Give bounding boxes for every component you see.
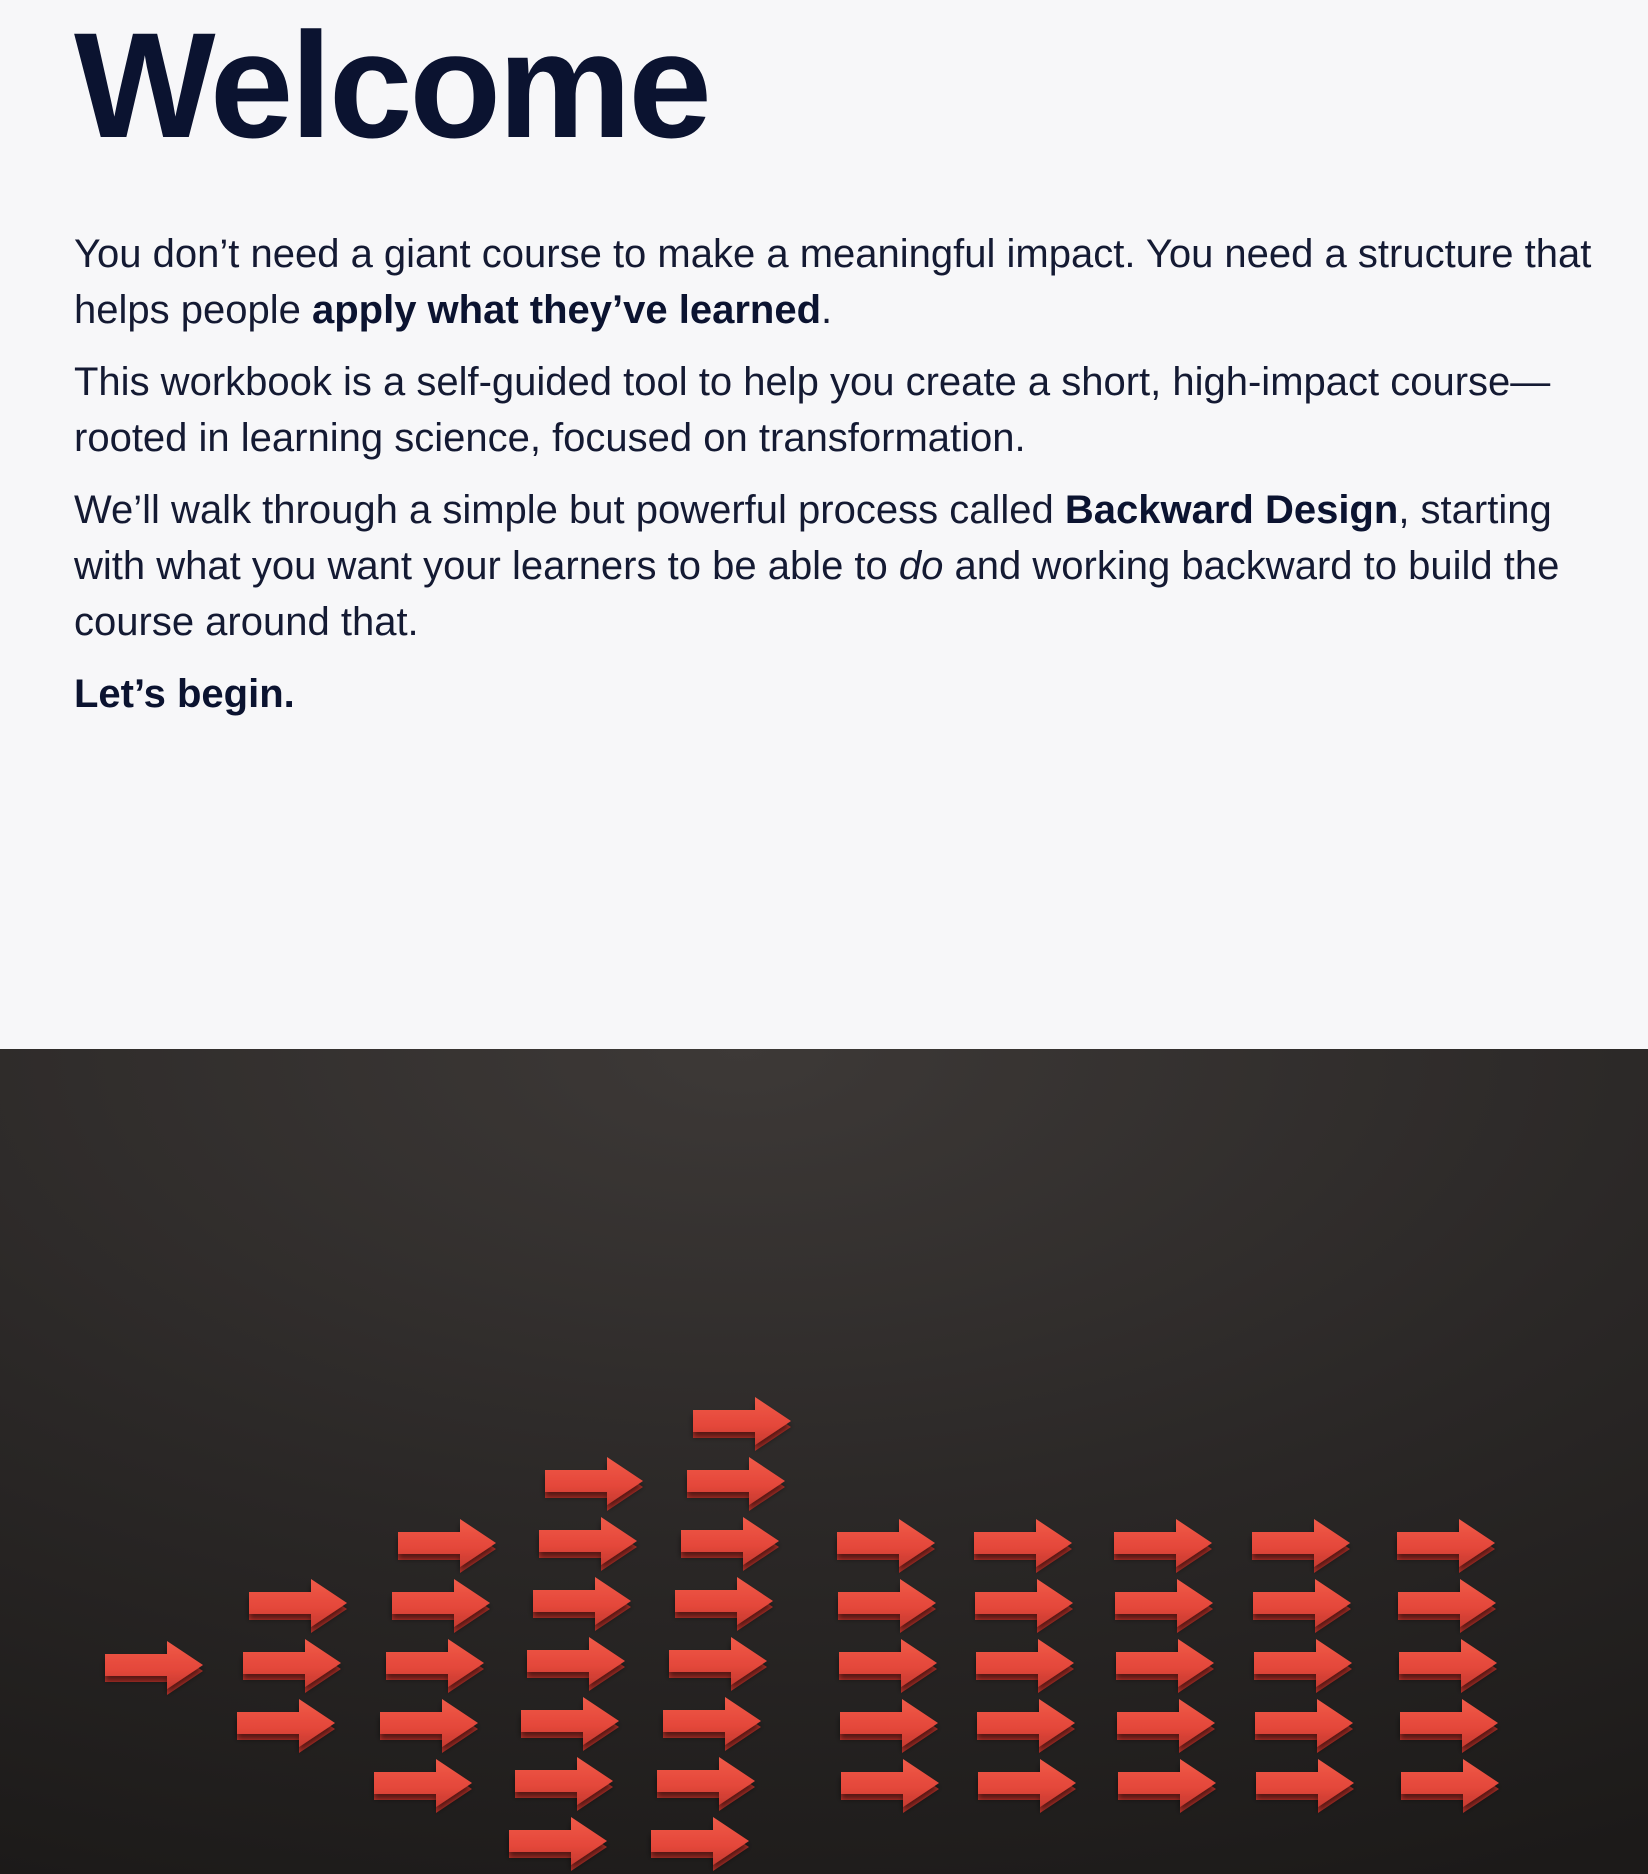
intro-paragraph [74, 226, 1614, 338]
backward-design-paragraph [74, 482, 1614, 650]
backward-text-start: We’ll walk through a simple but powerful process called [74, 488, 1065, 532]
backward-text-end: and working backward to build the course around that. [74, 544, 1560, 644]
welcome-section [74, 0, 1614, 722]
workbook-paragraph: This workbook is a self-guided tool to help you create a short, high-impact course—rooted in learning science, focused on transformation. [74, 360, 1551, 460]
backward-text-middle: , starting with what you want your learners to be able to [74, 488, 1552, 588]
intro-text-start: You don’t need a giant course to make a meaningful impact. You need a structure that helps people [74, 232, 1592, 332]
hero-image [0, 1049, 1648, 1874]
do-emphasis: do [898, 544, 944, 588]
intro-text-end: . [821, 288, 833, 332]
backward-design-term: Backward Design [1064, 488, 1399, 532]
red-arrows-illustration [0, 1049, 1648, 1874]
hero-background [0, 1049, 1648, 1874]
intro-emphasis: apply what they’ve learned [311, 288, 822, 332]
lets-begin-text: Let’s begin. [74, 672, 295, 716]
page-title: Welcome [74, 1, 709, 169]
